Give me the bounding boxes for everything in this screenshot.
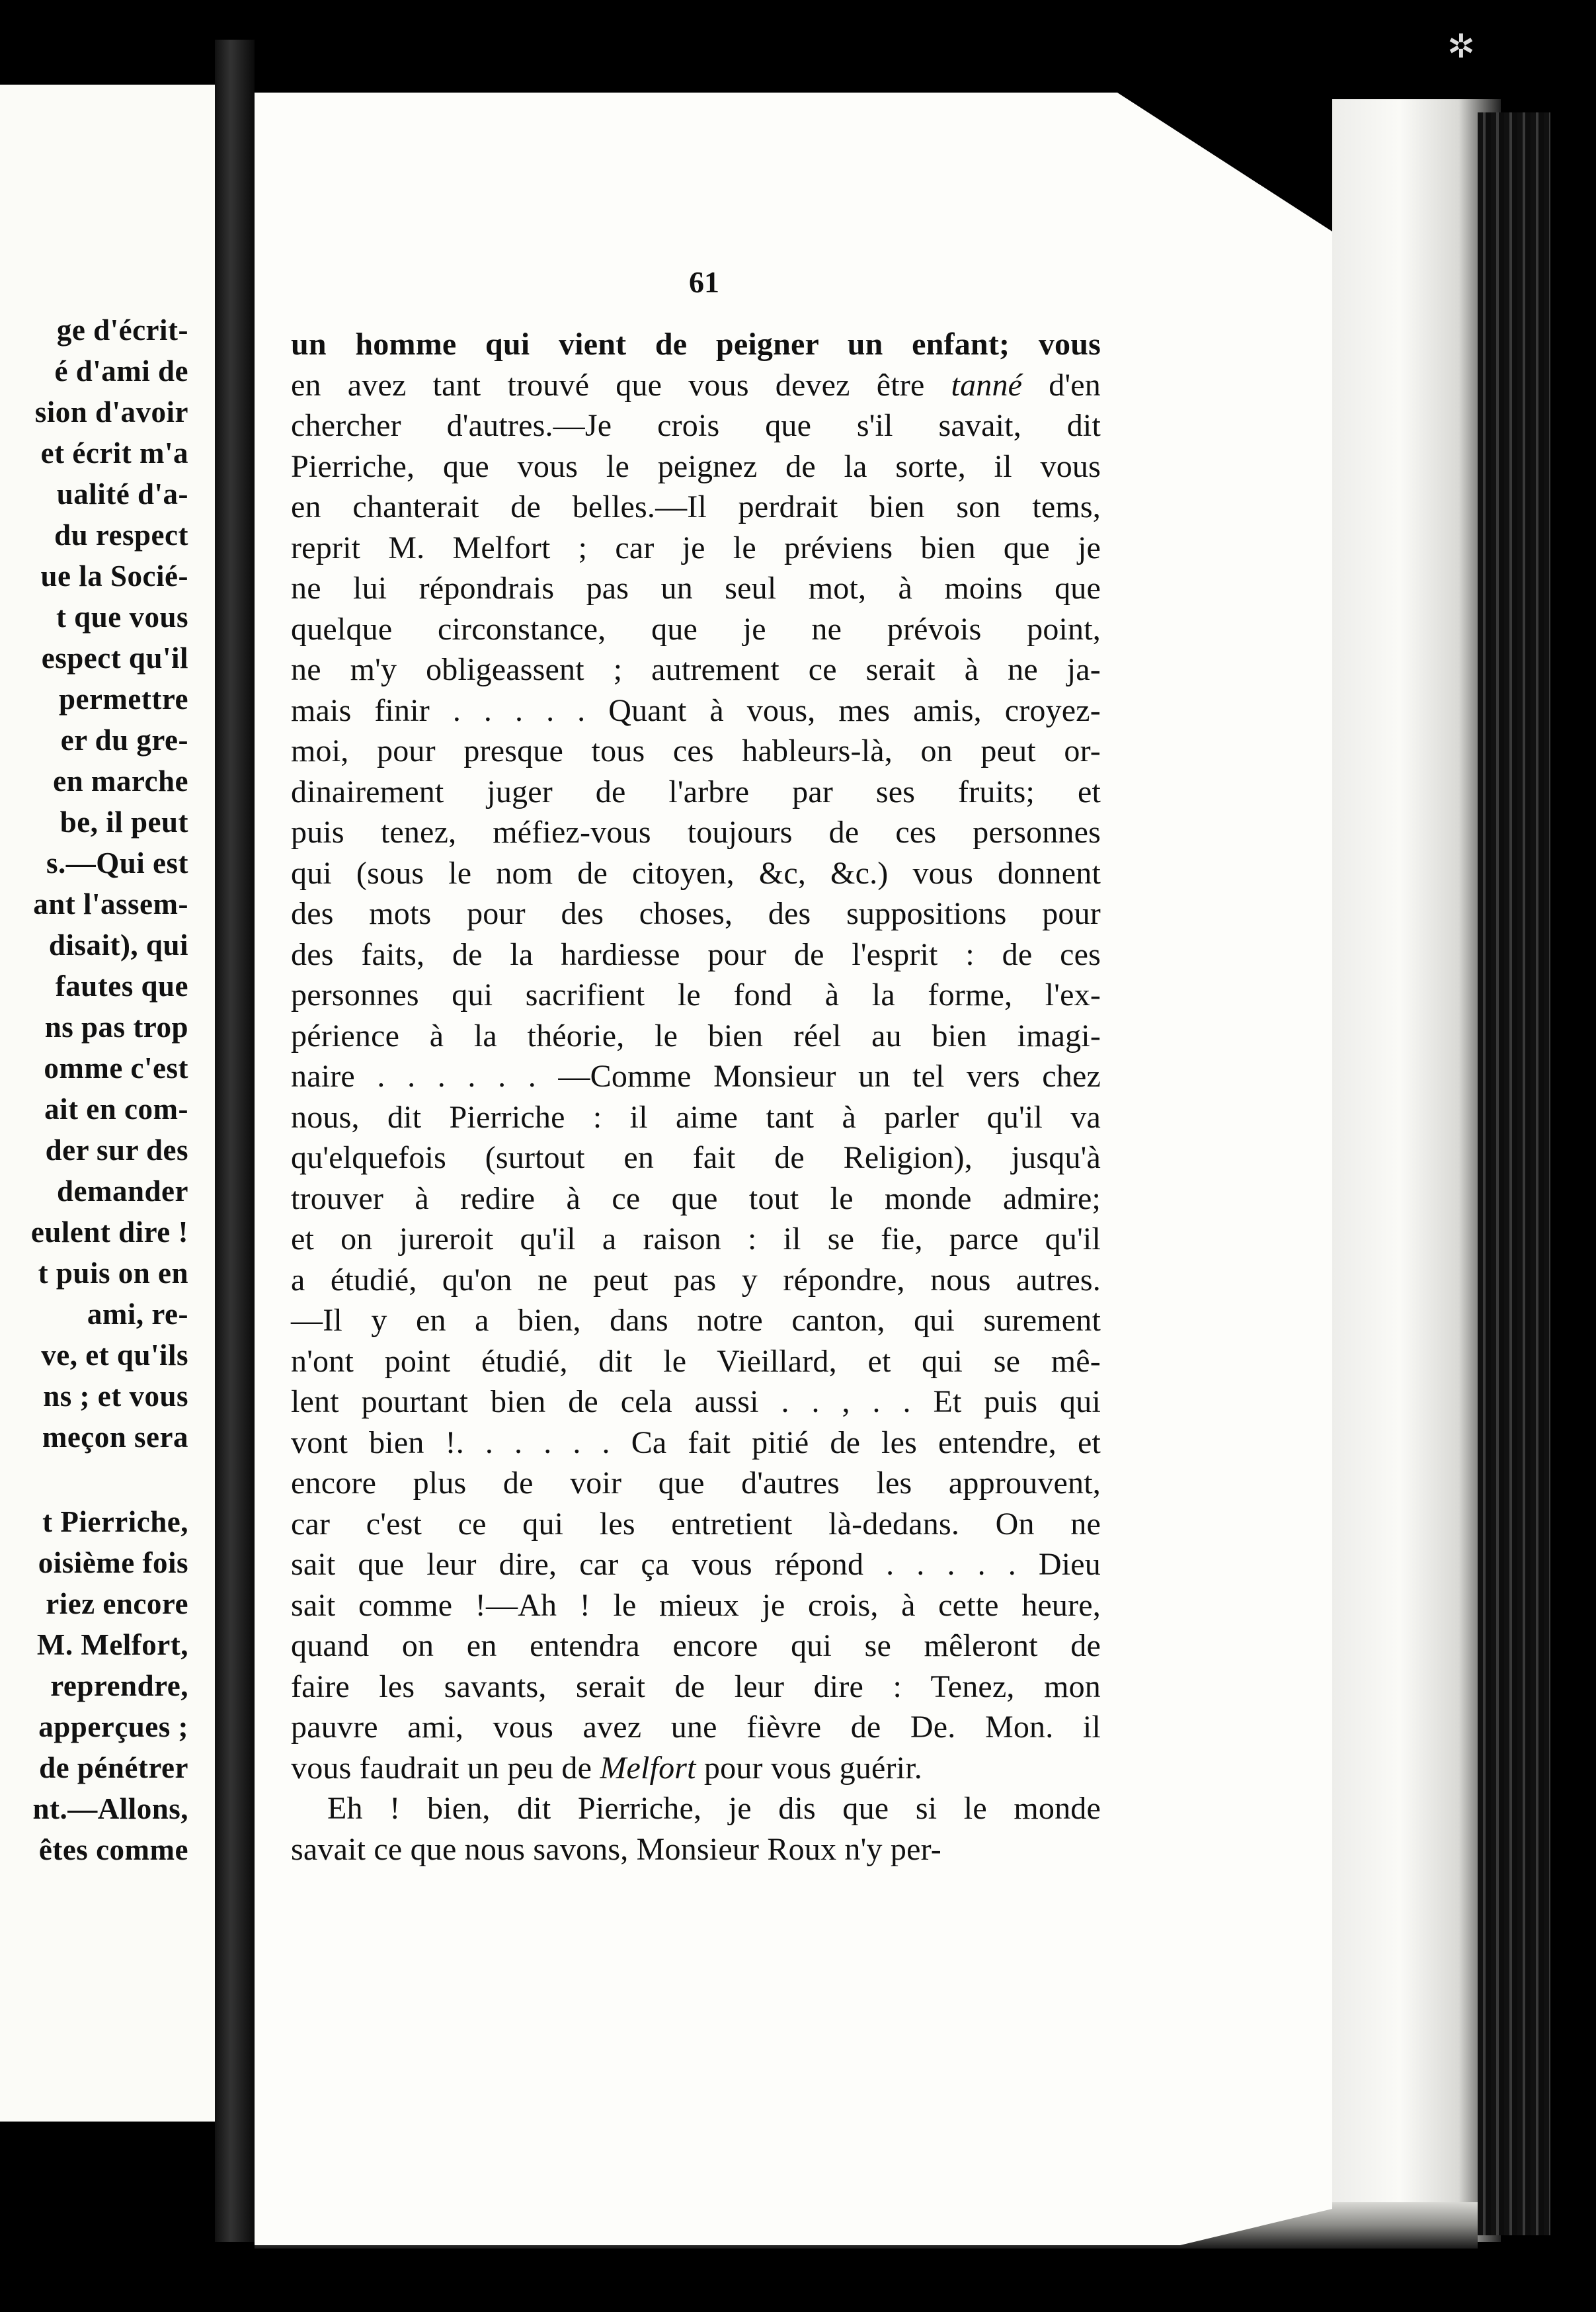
text-line: espect qu'il — [41, 641, 188, 675]
text-line: moi, pour presque tous ces hableurs-là, on peut or- — [291, 733, 1101, 768]
text-line: er du gre- — [60, 723, 188, 757]
text-line: ne m'y obligeassent ; autrement ce serait à ne ja- — [291, 652, 1101, 687]
text-line: encore plus de voir que d'autres les approuvent, — [291, 1466, 1101, 1501]
text-line: nous, dit Pierriche : il aime tant à parler qu'il va — [291, 1099, 1101, 1135]
text-line: en chanterait de belles.—Il perdrait bien son tems, — [291, 489, 1101, 524]
text-line: Pierriche, que vous le peignez de la sorte, il vous — [291, 448, 1101, 484]
text-line: be, il peut — [60, 805, 188, 839]
text-line: oisième fois — [38, 1546, 188, 1579]
text-line: riez encore — [46, 1587, 188, 1620]
text-line: naire . . . . . . —Comme Monsieur un tel vers chez — [291, 1059, 1101, 1094]
text-line: et écrit m'a — [40, 436, 188, 470]
text-line: lent pourtant bien de cela aussi . . , . . Et puis qui — [291, 1384, 1101, 1419]
text-line: êtes comme — [38, 1833, 188, 1866]
text-line: chercher d'autres.—Je crois que s'il savait, dit — [291, 408, 1101, 443]
text-line: demander — [57, 1175, 188, 1208]
text-line: der sur des — [45, 1134, 188, 1167]
text-line: ualité d'a- — [56, 477, 188, 511]
text-line: t puis on en — [38, 1257, 188, 1290]
text-line: t Pierriche, — [42, 1505, 188, 1538]
text-line: n'ont point étudié, dit le Vieillard, et qui se mê- — [291, 1343, 1101, 1379]
text-line: —Il y en a bien, dans notre canton, qui surement — [291, 1303, 1101, 1338]
text-line: Eh ! bien, dit Pierriche, je dis que si le monde — [327, 1791, 1101, 1826]
text-line: des mots pour des choses, des suppositions pour — [291, 896, 1101, 931]
text-line: vont bien !. . . . . . Ca fait pitié de les entendre, et — [291, 1424, 1101, 1460]
text-line: ns ; et vous — [43, 1380, 188, 1413]
text-line: fautes que — [55, 970, 188, 1003]
text-line: de pénétrer — [39, 1751, 188, 1784]
text-line: qu'elquefois (surtout en fait de Religion), jusqu'à — [291, 1140, 1101, 1175]
text-line: sion d'avoir — [34, 395, 188, 429]
text-line: car c'est ce qui les entretient là-dedans. On ne — [291, 1506, 1101, 1542]
text-line: nt.—Allons, — [32, 1792, 188, 1825]
text-line: pauvre ami, vous avez une fièvre de De. Mon. il — [291, 1710, 1101, 1745]
text-line: ne lui répondrais pas un seul mot, à moins que — [291, 571, 1101, 606]
text-line: dinairement juger de l'arbre par ses fruits; et — [291, 774, 1101, 809]
page-edges-shadow — [1478, 112, 1550, 2235]
text-line: savait ce que nous savons, Monsieur Roux n'y per- — [291, 1831, 941, 1867]
text-line: ue la Socié- — [40, 559, 188, 593]
text-line: vous faudrait un peu de Melfort pour vous guérir. — [291, 1750, 922, 1786]
text-line: mais finir . . . . . Quant à vous, mes amis, croyez- — [291, 692, 1101, 728]
text-line: en avez tant trouvé que vous devez être tanné d'en — [291, 367, 1101, 403]
text-line: et on jureroit qu'il a raison : il se fie, parce qu'il — [291, 1221, 1101, 1257]
text-line: ns pas trop — [44, 1011, 188, 1044]
previous-page-fragment — [0, 85, 215, 2122]
text-line: personnes qui sacrifient le fond à la forme, l'ex- — [291, 977, 1101, 1012]
text-line: ami, re- — [87, 1298, 188, 1331]
corner-speck: ✲ — [1447, 28, 1475, 65]
text-line: faire les savants, serait de leur dire : Tenez, mon — [291, 1669, 1101, 1704]
text-line: meçon sera — [42, 1421, 188, 1454]
text-line: omme c'est — [44, 1052, 188, 1085]
text-line: trouver à redire à ce que tout le monde admire; — [291, 1180, 1101, 1216]
text-line: s.—Qui est — [46, 846, 188, 880]
text-line: ait en com- — [44, 1093, 188, 1126]
text-line: en marche — [53, 764, 188, 798]
text-line: quand on en entendra encore qui se mêleront de — [291, 1628, 1101, 1663]
text-line: permettre — [58, 682, 188, 716]
text-line: t que vous — [56, 600, 188, 634]
page-stack-edge — [1332, 99, 1501, 2242]
text-line: périence à la théorie, le bien réel au bien imagi- — [291, 1018, 1101, 1053]
text-line: sait que leur dire, car ça vous répond . . . . . Dieu — [291, 1547, 1101, 1582]
text-line: ve, et qu'ils — [41, 1339, 188, 1372]
page-number: 61 — [689, 265, 719, 299]
text-line: qui (sous le nom de citoyen, &c, &c.) vous donnent — [291, 855, 1101, 891]
text-line: reprendre, — [50, 1669, 188, 1702]
text-line: du respect — [54, 518, 188, 552]
text-line: M. Melfort, — [36, 1628, 188, 1661]
text-line: sait comme !—Ah ! le mieux je crois, à cette heure, — [291, 1587, 1101, 1623]
text-line: disait), qui — [48, 929, 188, 962]
text-line: un homme qui vient de peigner un enfant; vous — [291, 327, 1101, 362]
previous-page-text — [0, 310, 188, 1870]
text-line: reprit M. Melfort ; car je le préviens bien que je — [291, 530, 1101, 565]
text-line: ge d'écrit- — [56, 313, 188, 347]
book-gutter — [215, 40, 255, 2242]
text-line: é d'ami de — [54, 354, 188, 388]
text-line: apperçues ; — [38, 1710, 188, 1743]
text-line: a étudié, qu'on ne peut pas y répondre, nous autres. — [291, 1262, 1101, 1298]
page-body-text — [291, 324, 1101, 1870]
text-line: puis tenez, méfiez-vous toujours de ces personnes — [291, 815, 1101, 850]
text-line: des faits, de la hardiesse pour de l'esprit : de ces — [291, 936, 1101, 972]
text-line: ant l'assem- — [33, 888, 188, 921]
text-line: eulent dire ! — [30, 1216, 188, 1249]
text-line: quelque circonstance, que je ne prévois point, — [291, 611, 1101, 647]
